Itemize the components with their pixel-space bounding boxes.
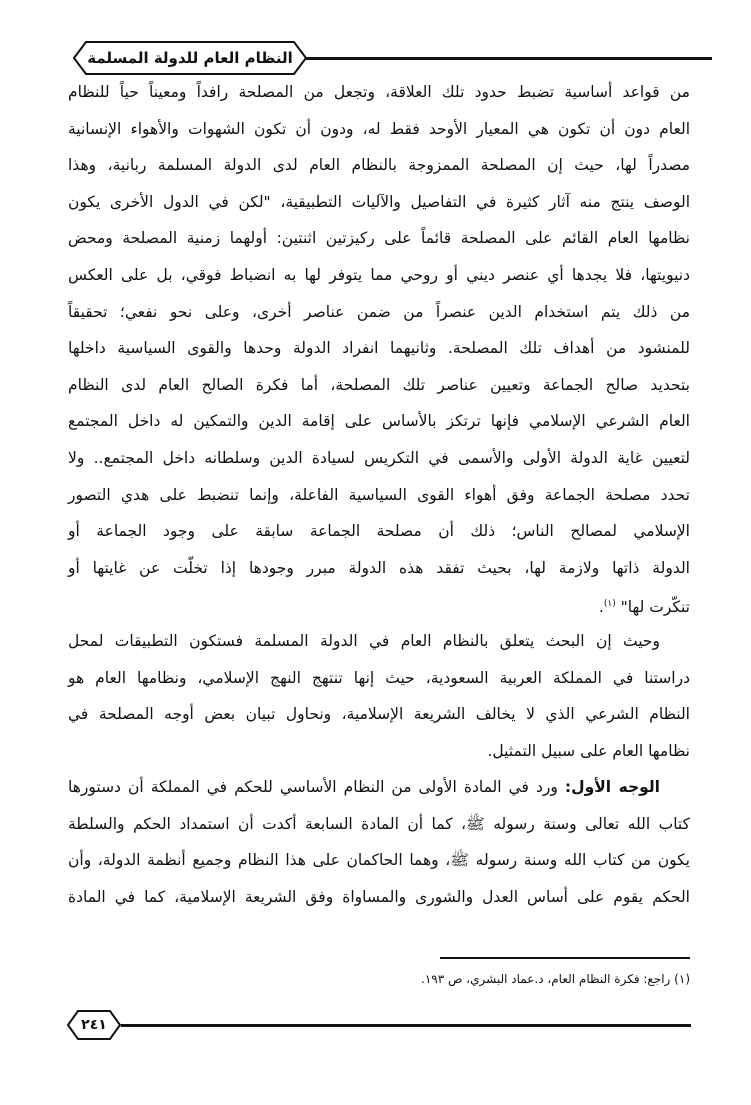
text-line — [68, 586, 690, 623]
text-line: دنيويتها، فلا يجدها أي عنصر ديني أو روحي مما يتوفر لها به انضباط فوقي، بل على العكس — [68, 265, 690, 284]
section-text: ورد في المادة الأولى من النظام الأساسي للحكم في المملكة أن دستورها — [68, 778, 558, 797]
text-line: مصدراً لها، حيث إن المصلحة الممزوجة بالنظام العام لدى الدولة المسلمة ربانية، وهذا — [68, 156, 690, 175]
running-header-title: النظام العام للدولة المسلمة — [87, 49, 293, 67]
text-line: وحيث إن البحث يتعلق بالنظام العام في الدولة المسلمة فستكون التطبيقات لمحل — [68, 631, 660, 650]
quote-end-text: تنكّرت لها" — [620, 598, 690, 617]
text-line: بتحديد صالح الجماعة وتعيين عناصر تلك المصلحة، أما فكرة الصالح العام لدى النظام — [68, 375, 690, 394]
text-line: من ذلك يتم استخدام الدين عنصراً من ضمن عناصر أخرى، وعلى نحو نفعي؛ تحقيقاً — [68, 302, 690, 321]
text-line: دراستنا في المملكة العربية السعودية، حيث إنها تنتهج النهج الإسلامي، ونظامها العام هو — [68, 668, 690, 687]
text-line: للمنشود من أهداف تلك المصلحة. وثانيهما انفراد الدولة وحدها والقوى السياسية داخلها — [68, 339, 690, 358]
section-label: الوجه الأول: — [564, 778, 660, 797]
text-line: نظامها العام على سبيل التمثيل. — [487, 741, 690, 760]
page-number-badge — [66, 1009, 122, 1041]
text-line: من قواعد أساسية تضبط حدود تلك العلاقة، وتجعل من المصلحة رافداً ومعيناً حياً للنظام — [68, 83, 690, 101]
footnote-rule — [440, 957, 690, 959]
footnote: (١) راجع: فكرة النظام العام، د.عماد البشري، ص ١٩٣. — [420, 972, 690, 986]
text-line: كتاب الله تعالى وسنة رسوله ﷺ، كما أن المادة السابعة أكدت أن استمداد الحكم والسلطة — [68, 814, 690, 833]
text-line: النظام الشرعي الذي لا يخالف الشريعة الإسلامية، ونحاول تبيان بعض أوجه المصلحة في — [68, 705, 690, 724]
footer-rule — [121, 1024, 691, 1027]
text-line: يكون من كتاب الله وسنة رسوله ﷺ، وهما الحاكمان على هذا النظام وجميع أنظمة الدولة، وأن — [68, 851, 690, 870]
text-line: نظامها العام القائم على المصلحة قائماً على ركيزتين اثنتين: أولهما زمنية المصلحة ومحض — [68, 229, 690, 248]
text-line: العام الشرعي الإسلامي فإنها ترتكز بالأساس على إقامة الدين والتمكين له داخل المجتمع — [68, 412, 690, 431]
period: . — [598, 598, 604, 617]
page-body — [68, 74, 690, 916]
text-line: العام دون أن تكون هي المعيار الأوحد فقط له، ودون أن تكون الشهوات والأهواء الإنسانية — [68, 119, 690, 138]
text-line: الدولة ذاتها ولازمة لها، بحيث تفقد هذه الدولة مبرر وجودها إذا تخلّت عن غايتها أو — [68, 558, 690, 577]
text-line: الوصف ينتج منه آثار كثيرة في التفاصيل والآليات التطبيقية، "لكن في الدول الأخرى يكون — [68, 192, 690, 211]
running-header-badge — [72, 40, 308, 76]
text-line: لتعيين غاية الدولة الأولى والأسمى في التكريس لسيادة الدين وسلطانه داخل المجتمع.. ولا — [68, 448, 690, 467]
text-line: تحدد مصلحة الجماعة وفق أهواء القوى السياسية الفاعلة، وإنما تنضبط على هدي التصور — [68, 485, 690, 504]
text-line: الإسلامي لمصالح الناس؛ ذلك أن مصلحة الجماعة سابقة على وجود الجماعة أو — [68, 522, 690, 541]
page-number: ٢٤١ — [81, 1017, 107, 1033]
footnote-marker[interactable]: (١) — [603, 599, 616, 610]
header-rule — [306, 57, 712, 60]
text-line — [68, 769, 690, 806]
text-line: الحكم يقوم على أساس العدل والشورى والمساواة وفق الشريعة الإسلامية، كما في المادة — [68, 888, 690, 907]
